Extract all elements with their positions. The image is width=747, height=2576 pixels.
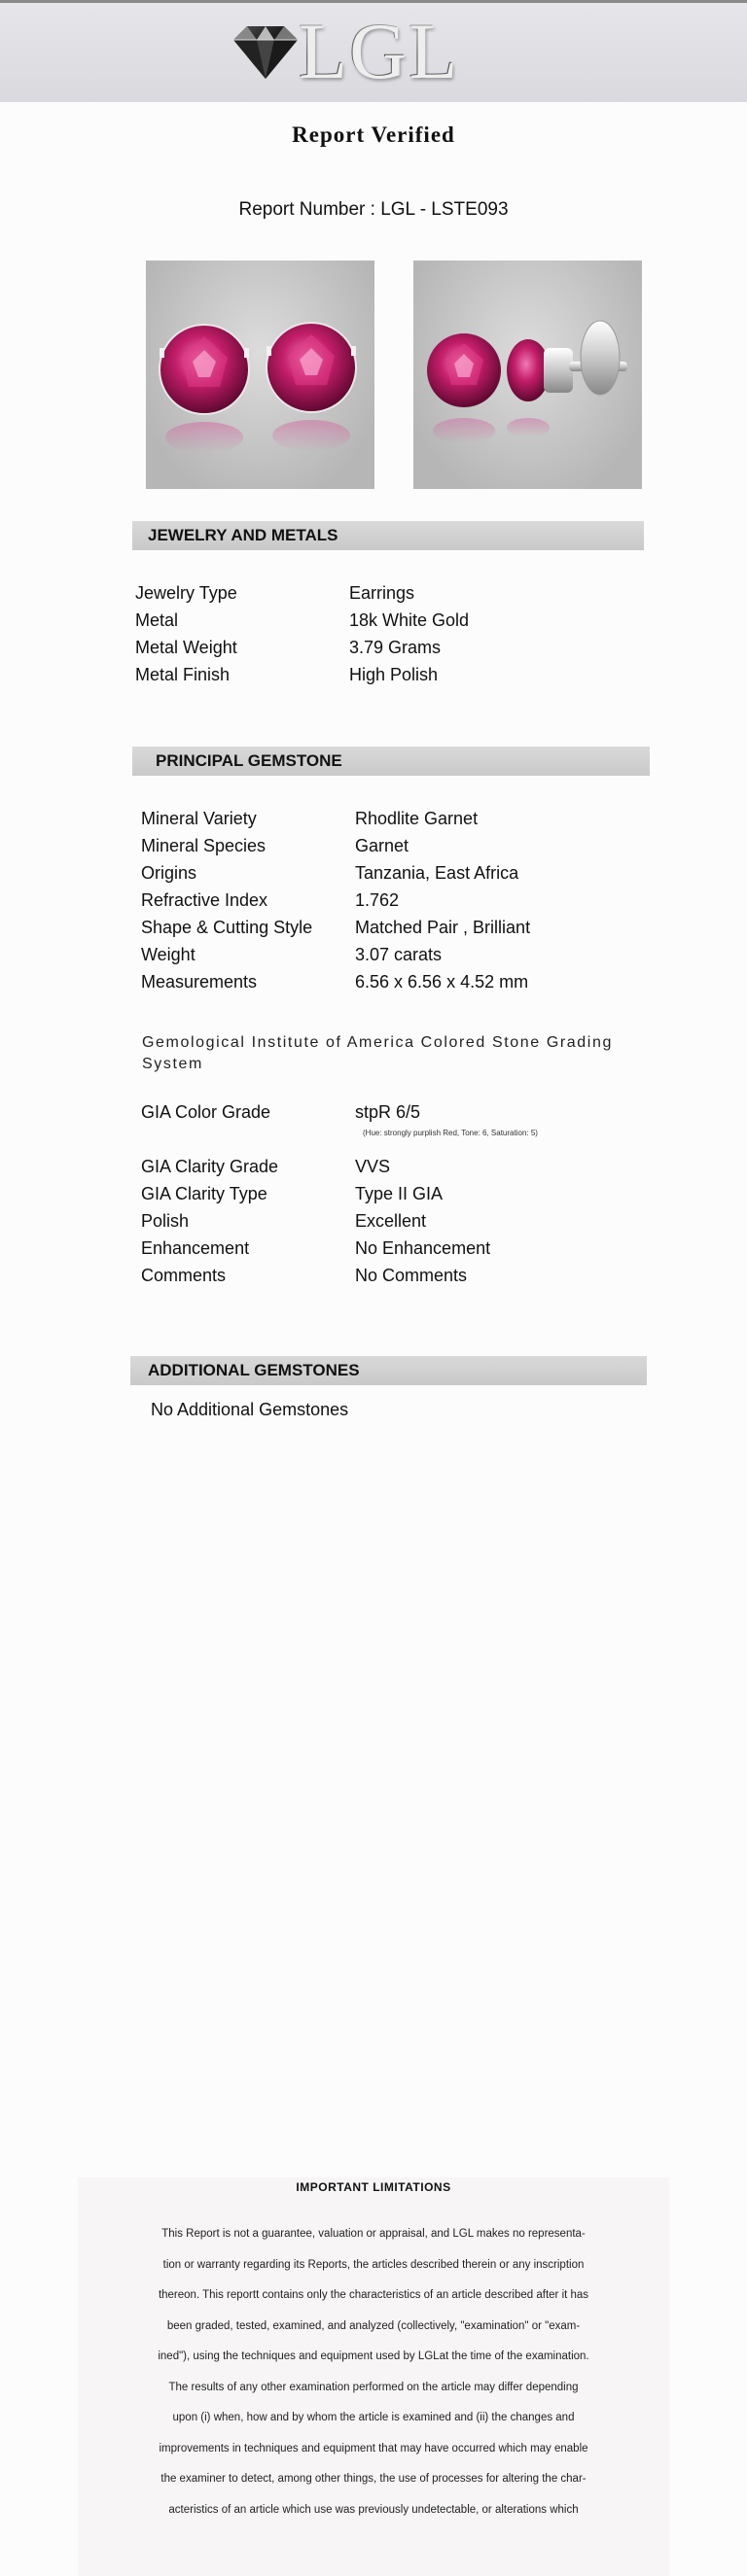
metal-value: 18k White Gold [349, 610, 470, 630]
jewelry-type-label: Jewelry Type [135, 583, 237, 603]
logo-text: LGL [298, 6, 459, 94]
limitations-line: This Report is not a guarantee, valuation or appraisal, and LGL makes no representa- [161, 2228, 586, 2240]
earrings-side-image [413, 261, 642, 489]
mineral-species-value: Garnet [355, 836, 409, 855]
measurements-value: 6.56 x 6.56 x 4.52 mm [355, 972, 529, 992]
gia-color-grade-label: GIA Color Grade [141, 1102, 271, 1122]
header-banner [0, 3, 747, 102]
metal-weight-label: Metal Weight [135, 638, 237, 657]
section-additional-gemstones-heading: ADDITIONAL GEMSTONES [130, 1356, 647, 1385]
gia-clarity-grade-value: VVS [355, 1157, 391, 1176]
gia-color-grade-value: stpR 6/5 [355, 1102, 421, 1122]
limitations-line: been graded, tested, examined, and analyzed (collectively, "examination" or "exam- [166, 2319, 581, 2332]
diamond-icon [230, 22, 302, 83]
section-principal-gemstone-heading: PRINCIPAL GEMSTONE [132, 747, 650, 776]
origins-value: Tanzania, East Africa [355, 863, 519, 883]
limitations-line: The results of any other examination performed on the article may differ depending [168, 2381, 579, 2393]
refractive-index-value: 1.762 [355, 890, 400, 910]
limitations-line: acteristics of an article which use was previously undetectable, or alterations which [168, 2503, 579, 2516]
gia-clarity-grade-label: GIA Clarity Grade [141, 1157, 279, 1176]
gia-grading-system-heading: Gemological Institute of America Colored Stone Grading System [142, 1034, 613, 1072]
origins-label: Origins [141, 863, 197, 883]
earring-photo-front [146, 261, 374, 489]
limitations-line: upon (i) when, how and by whom the article is examined and (ii) the changes and [172, 2412, 575, 2423]
metal-finish-label: Metal Finish [135, 665, 231, 684]
section-jewelry-metals-heading: JEWELRY AND METALS [132, 521, 644, 550]
limitations-line: the examiner to detect, among other things, the use of processes for altering the char- [160, 2473, 587, 2485]
comments-value: No Comments [355, 1266, 468, 1285]
refractive-index-label: Refractive Index [141, 890, 268, 910]
gia-clarity-type-label: GIA Clarity Type [141, 1184, 267, 1203]
limitations-heading: IMPORTANT LIMITATIONS [296, 2180, 451, 2194]
earrings-front-image [146, 261, 374, 489]
shape-cutting-value: Matched Pair , Brilliant [355, 918, 531, 937]
weight-label: Weight [141, 945, 196, 964]
metal-weight-value: 3.79 Grams [349, 638, 442, 657]
weight-value: 3.07 carats [355, 945, 443, 964]
additional-gemstones-value: No Additional Gemstones [151, 1400, 349, 1419]
polish-label: Polish [141, 1211, 190, 1231]
metal-finish-value: High Polish [349, 665, 439, 684]
gia-color-grade-note: (Hue: strongly purplish Red, Tone: 6, Saturation: 5) [363, 1129, 538, 1137]
comments-label: Comments [141, 1266, 227, 1285]
enhancement-label: Enhancement [141, 1238, 250, 1258]
gia-clarity-type-value: Type II GIA [355, 1184, 444, 1203]
report-number: Report Number : LGL - LSTE093 [238, 199, 509, 220]
measurements-label: Measurements [141, 972, 258, 992]
mineral-variety-label: Mineral Variety [141, 809, 257, 828]
polish-value: Excellent [355, 1211, 427, 1231]
shape-cutting-label: Shape & Cutting Style [141, 918, 313, 937]
mineral-variety-value: Rhodlite Garnet [355, 809, 479, 828]
limitations-line: ined"), using the techniques and equipment used by LGLat the time of the examination. [158, 2350, 589, 2362]
limitations-line: tion or warranty regarding its Reports, the articles described therein or any inscription [162, 2258, 585, 2271]
limitations-text [105, 2219, 642, 2525]
jewelry-type-value: Earrings [349, 583, 415, 603]
earring-photo-side [413, 261, 642, 489]
limitations-line: thereon. This reportt contains only the characteristics of an article described after it has [158, 2289, 589, 2301]
mineral-species-label: Mineral Species [141, 836, 267, 855]
enhancement-value: No Enhancement [355, 1238, 491, 1258]
lgl-logo [230, 6, 482, 94]
page-title: Report Verified [292, 122, 455, 147]
limitations-line: improvements in techniques and equipment that may have occurred which may enable [159, 2442, 588, 2454]
metal-label: Metal [135, 610, 179, 630]
